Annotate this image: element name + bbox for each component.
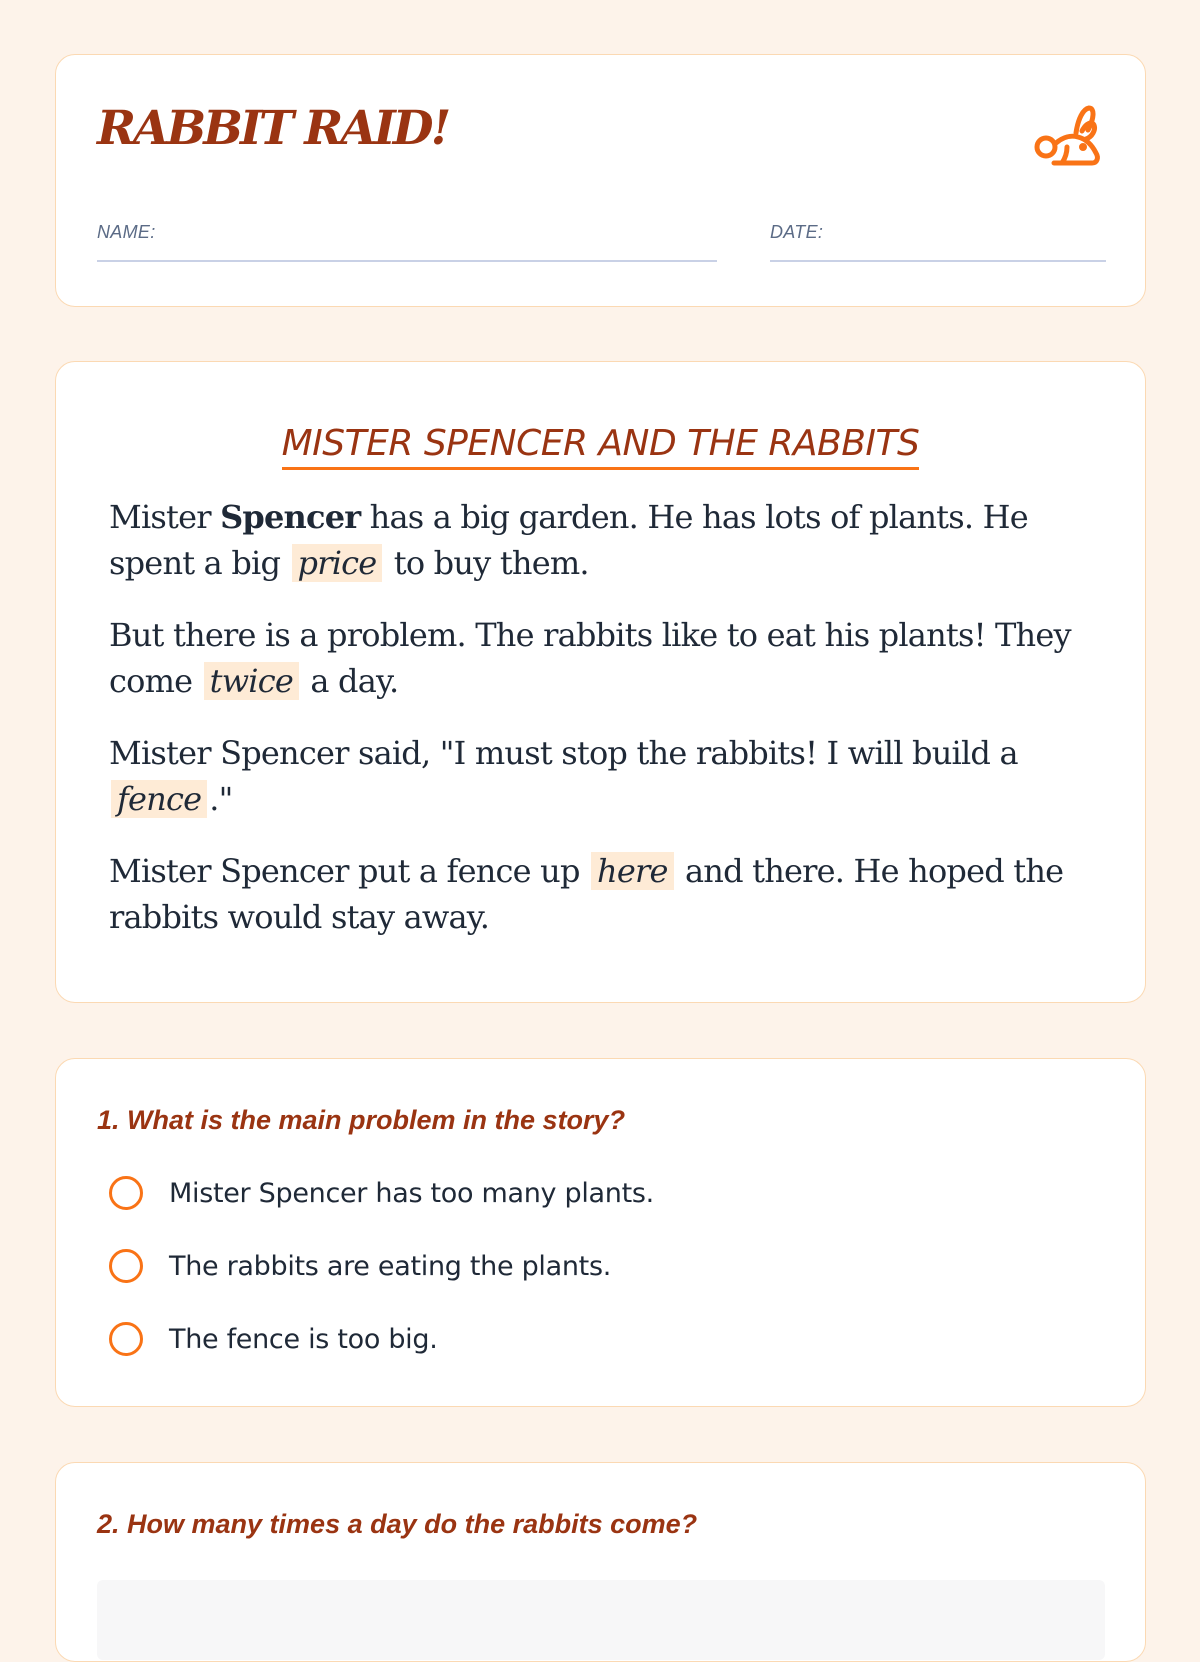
worksheet-header [55,54,1146,307]
vocab-word: fence [111,780,207,818]
story-text-run: a day. [301,662,399,700]
vocab-word: twice [204,662,299,700]
story-paragraph [109,612,1105,704]
story-text-run: Mister Spencer said, "I must stop the rabbits! I will build a [109,734,1018,772]
story-card [55,361,1146,1003]
story-paragraph [109,848,1105,940]
rabbit-icon [1026,97,1104,175]
story-title: MISTER SPENCER AND THE RABBITS [282,422,920,470]
radio-button[interactable] [109,1249,143,1283]
date-field[interactable] [770,222,1106,262]
name-field[interactable] [97,222,717,262]
story-text-run: But there is a problem. The rabbits like to eat his plants! They come [109,616,1071,700]
story-title-wrap [56,422,1145,470]
question-2-answer-area[interactable] [97,1580,1105,1660]
story-text-run: Mister [109,498,221,536]
answer-option-label: The fence is too big. [169,1323,438,1355]
answer-option-label: The rabbits are eating the plants. [169,1250,612,1282]
question-1-card [55,1058,1146,1407]
story-text [109,494,1105,966]
worksheet-title: RABBIT RAID! [97,101,449,156]
story-text-run: to buy them. [384,544,589,582]
question-1-text: 1. What is the main problem in the story? [97,1105,626,1135]
question-2-text: 2. How many times a day do the rabbits come? [97,1509,698,1539]
answer-option-c[interactable] [109,1319,654,1359]
story-paragraph [109,494,1105,586]
story-text-run: Mister Spencer put a fence up [109,852,590,890]
answer-option-a[interactable] [109,1173,654,1213]
answer-option-label: Mister Spencer has too many plants. [169,1177,654,1209]
question-2-card [55,1462,1146,1662]
story-text-run: ." [209,780,233,818]
radio-button[interactable] [109,1176,143,1210]
date-label: DATE: [770,222,824,242]
radio-button[interactable] [109,1322,143,1356]
story-text-run: and there. He hoped the rabbits would stay away. [109,852,1064,936]
question-1-options [109,1173,654,1392]
vocab-word: price [292,544,383,582]
character-name: Spencer [220,498,361,536]
story-text-run: has a big garden. He has lots of plants. He spent a big [109,498,1028,582]
answer-option-b[interactable] [109,1246,654,1286]
story-paragraph [109,730,1105,822]
name-label: NAME: [97,222,156,242]
vocab-word: here [591,852,674,890]
